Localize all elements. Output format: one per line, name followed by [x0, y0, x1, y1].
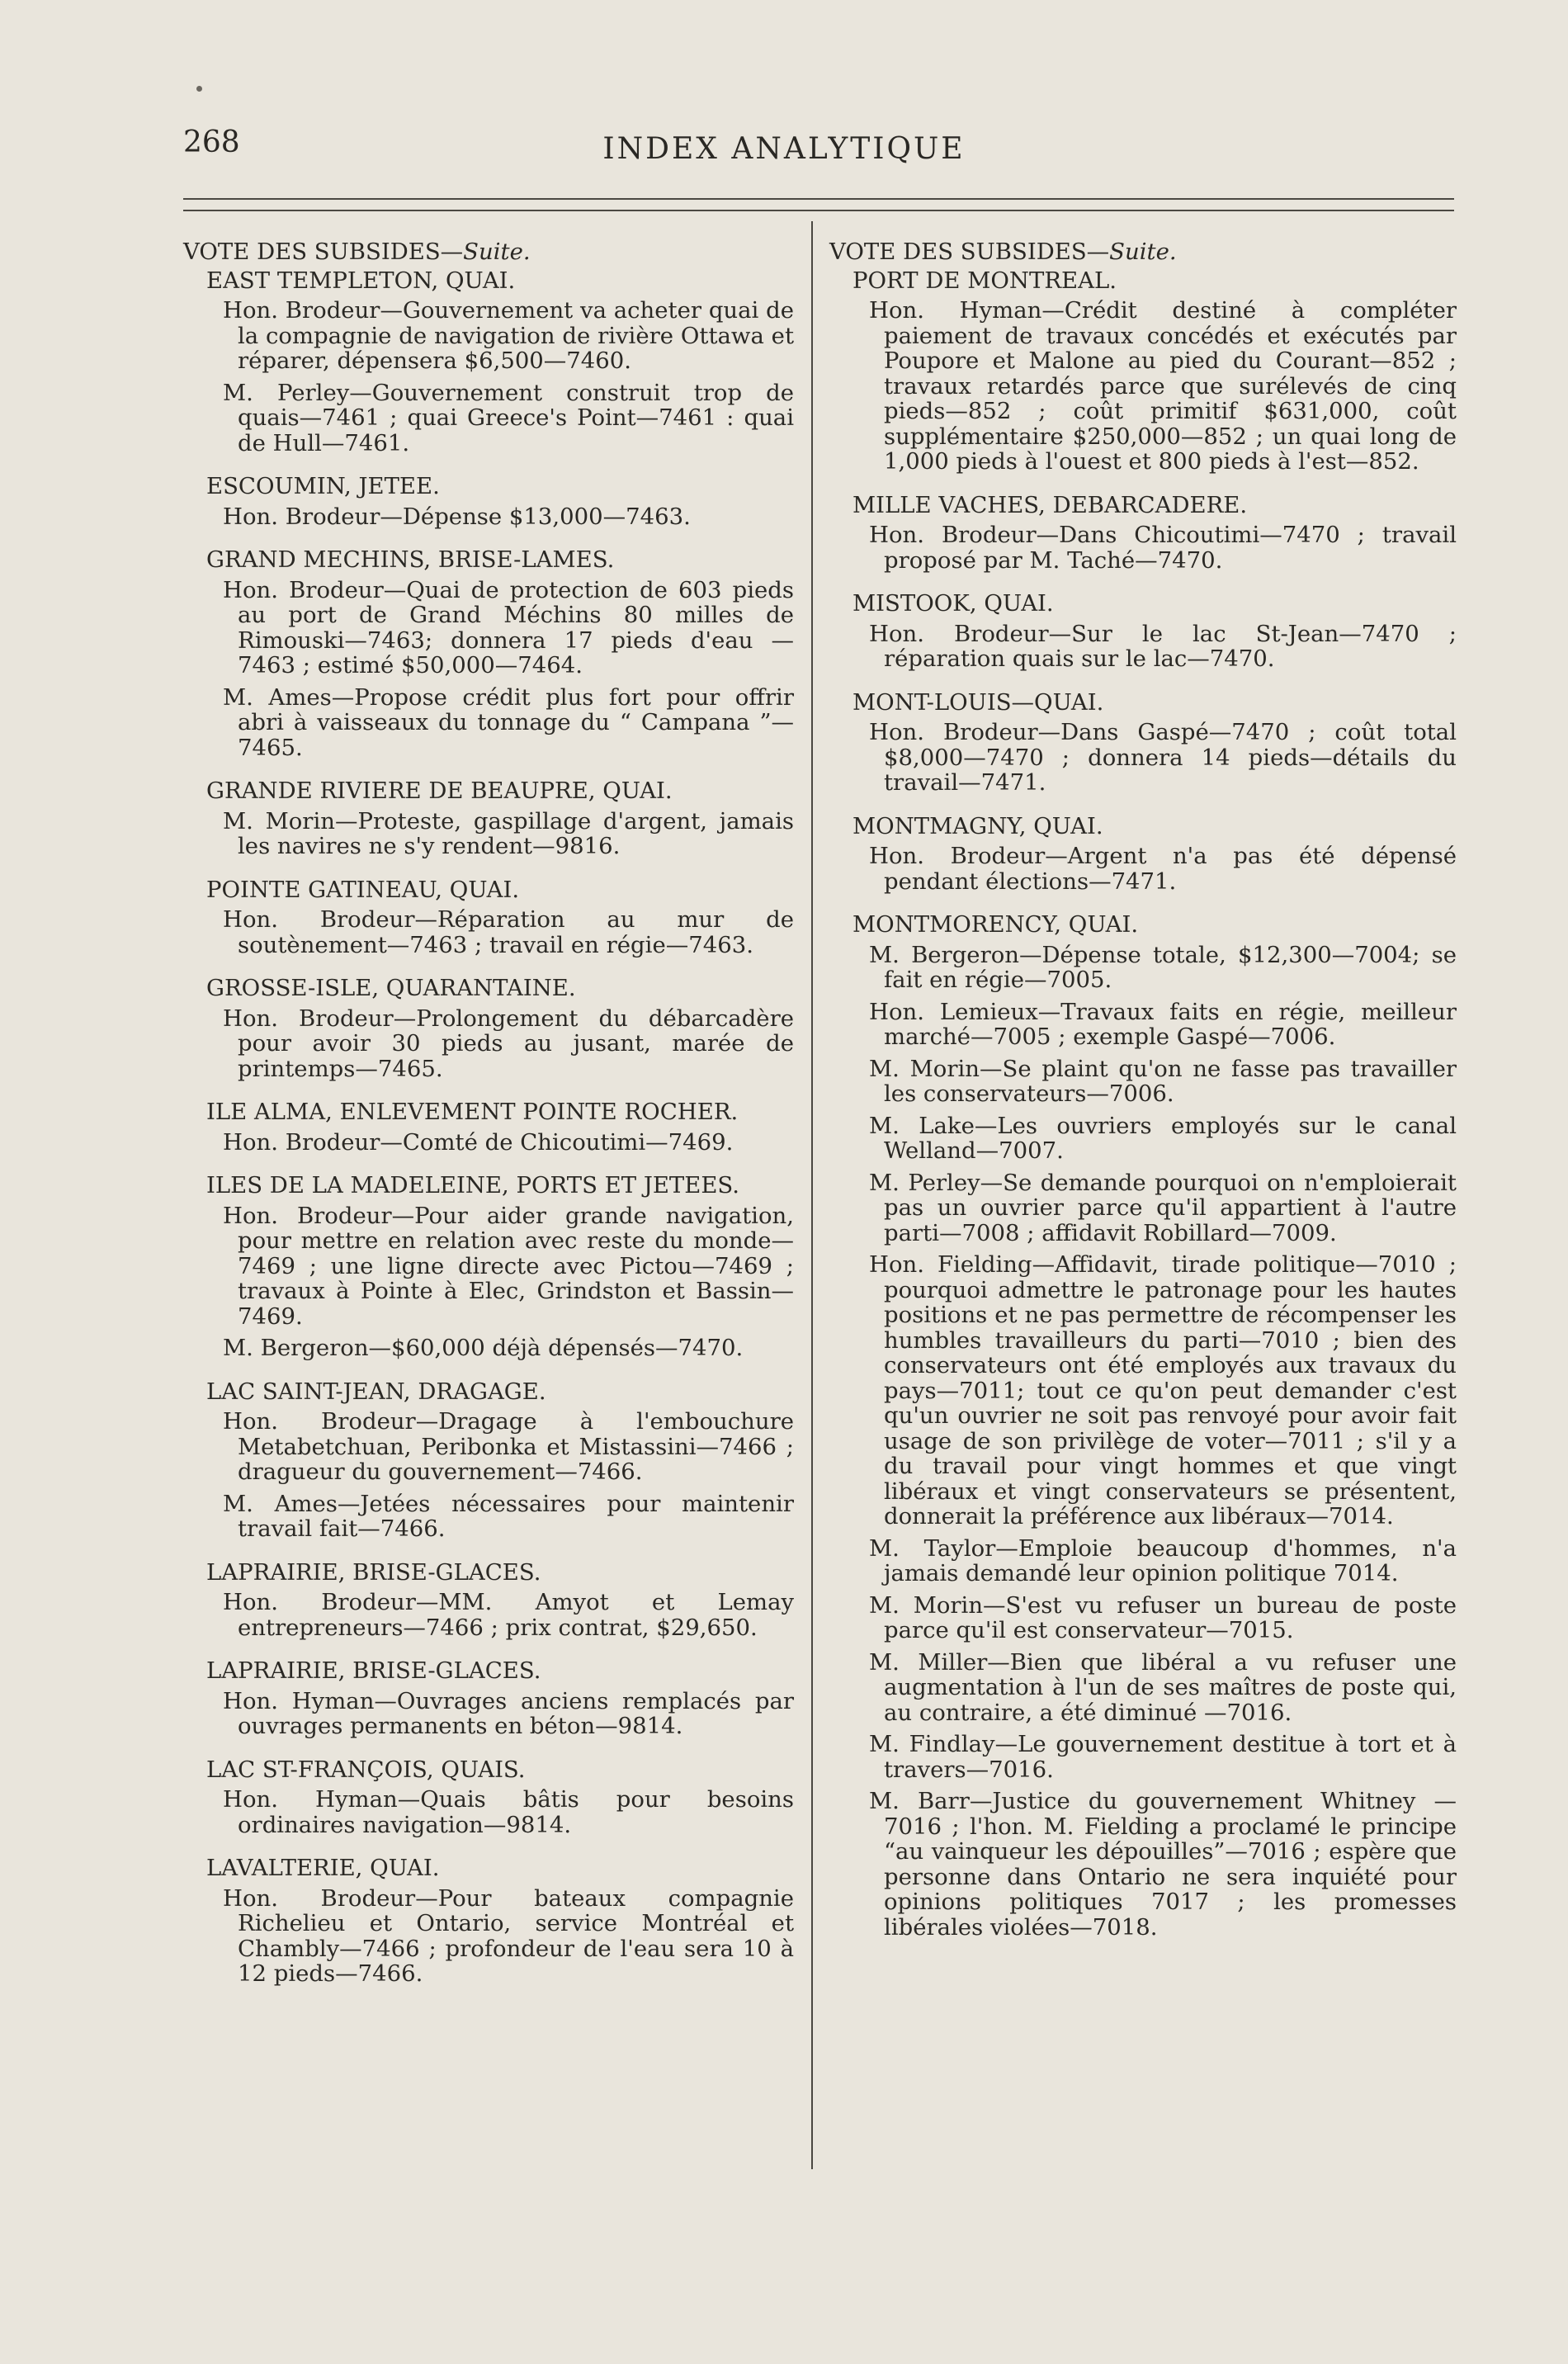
index-entry	[829, 814, 1457, 895]
entry-subentry: M. Perley—Gouvernement construit trop de quais—7461 ; quai Greece's Point—7461 : quai de Hull—7461.	[223, 379, 794, 456]
entry-heading: GRANDE RIVIERE DE BEAUPRE, QUAI.	[206, 778, 673, 804]
column-title	[183, 239, 794, 265]
index-entry	[183, 1658, 794, 1739]
index-entry	[829, 912, 1457, 1940]
entry-subentry: M. Lake—Les ouvriers employés sur le canal Welland—7007.	[869, 1112, 1457, 1164]
entry-subentry: Hon. Brodeur—Pour bateaux compagnie Richelieu et Ontario, service Montréal et Chambly—7466 ; profondeur de l'eau sera 10 à 12 pieds—7466.	[223, 1884, 794, 1987]
entry-heading: MONTMAGNY, QUAI.	[852, 812, 1103, 839]
index-entry	[829, 690, 1457, 796]
index-entry	[829, 493, 1457, 574]
entry-subentry: Hon. Brodeur—Dans Chicoutimi—7470 ; travail proposé par M. Taché—7470.	[869, 522, 1457, 574]
entry-heading: ILE ALMA, ENLEVEMENT POINTE ROCHER.	[206, 1099, 739, 1125]
header-rule-top	[183, 198, 1454, 200]
entry-heading: PORT DE MONTREAL.	[852, 267, 1117, 294]
entry-subentry: Hon. Brodeur—Prolongement du débarcadère pour avoir 30 pieds au jusant, marée de printemps—7465.	[223, 1005, 794, 1082]
entry-subentry: M. Morin—Proteste, gaspillage d'argent, jamais les navires ne s'y rendent—9816.	[223, 807, 794, 859]
index-entry	[183, 778, 794, 859]
entry-subentry: Hon. Lemieux—Travaux faits en régie, meilleur marché—7005 ; exemple Gaspé—7006.	[869, 998, 1457, 1050]
index-entry	[829, 591, 1457, 672]
entry-subentry: Hon. Brodeur—Comté de Chicoutimi—7469.	[223, 1128, 734, 1156]
entry-heading: EAST TEMPLETON, QUAI.	[206, 267, 516, 294]
running-head	[0, 132, 1568, 166]
entry-heading: GROSSE-ISLE, QUARANTAINE.	[206, 975, 576, 1001]
column-title-text: VOTE DES SUBSIDES—	[829, 239, 1110, 265]
entry-heading: MISTOOK, QUAI.	[852, 590, 1054, 617]
entry-subentry: Hon. Brodeur—Quai de protection de 603 pieds au port de Grand Méchins 80 milles de Rimouski—7463; donnera 17 pieds d'eau —7463 ; estimé $50,000—7464.	[223, 576, 794, 678]
running-head-right: ANALYTIQUE	[731, 132, 966, 166]
index-entry	[183, 877, 794, 958]
entry-subentry: Hon. Brodeur—Gouvernement va acheter quai de la compagnie de navigation de rivière Ottawa et réparer, dépensera $6,500—7460.	[223, 297, 794, 374]
entry-heading: LAVALTERIE, QUAI.	[206, 1855, 440, 1881]
page-number: 268	[183, 125, 240, 159]
index-entry	[183, 268, 794, 456]
column-title	[829, 239, 1457, 265]
entry-heading: LAC SAINT-JEAN, DRAGAGE.	[206, 1378, 546, 1405]
entry-subentry: M. Bergeron—$60,000 déjà dépensés—7470.	[223, 1335, 744, 1361]
entry-subentry: M. Ames—Propose crédit plus fort pour offrir abri à vaisseaux du tonnage du “ Campana ”—7465.	[223, 683, 794, 761]
index-entry	[183, 1757, 794, 1838]
column-title-text: VOTE DES SUBSIDES—	[183, 239, 464, 265]
column-title-suffix: Suite.	[463, 239, 531, 265]
entry-subentry: Hon. Brodeur—Dans Gaspé—7470 ; coût total $8,000—7470 ; donnera 14 pieds—détails du travail—7471.	[869, 719, 1457, 796]
column-title-suffix: Suite.	[1109, 239, 1177, 265]
entry-subentry: M. Miller—Bien que libéral a vu refuser une augmentation à l'un de ses maîtres de poste qui, au contraire, a été diminué —7016.	[869, 1648, 1457, 1726]
index-entry	[183, 1379, 794, 1542]
entry-subentry: Hon. Brodeur—Pour aider grande navigation, pour mettre en relation avec reste du monde—7469 ; une ligne directe avec Pictou—7469 ; travaux à Pointe à Elec, Grindston et Bassin—7469.	[223, 1202, 794, 1330]
entry-subentry: Hon. Hyman—Quais bâtis pour besoins ordinaires navigation—9814.	[223, 1786, 794, 1838]
entry-heading: MILLE VACHES, DEBARCADERE.	[852, 491, 1248, 518]
index-entry	[183, 976, 794, 1081]
entry-subentry: M. Findlay—Le gouvernement destitue à tort et à travers—7016.	[869, 1731, 1457, 1783]
entry-subentry: M. Perley—Se demande pourquoi on n'emploierait pas un ouvrier parce qu'il appartient à l'autre parti—7008 ; affidavit Robillard—7009.	[869, 1169, 1457, 1246]
entry-subentry: Hon. Brodeur—MM. Amyot et Lemay entrepreneurs—7466 ; prix contrat, $29,650.	[223, 1589, 794, 1641]
entry-subentry: M. Morin—Se plaint qu'on ne fasse pas travailler les conservateurs—7006.	[869, 1055, 1457, 1107]
entry-subentry: M. Barr—Justice du gouvernement Whitney —7016 ; l'hon. M. Fielding a proclamé le principe “au vainqueur les dépouilles”—7016 ; espère que personne dans Ontario ne sera inquiété pour opinions politiques 7017 ; les promesses libérales violées—7018.	[869, 1788, 1457, 1941]
entry-subentry: Hon. Hyman—Crédit destiné à compléter paiement de travaux concédés et exécutés par Poupore et Malone au pied du Courant—852 ; travaux retardés parce que surélevés de cinq pieds—852 ; coût primitif $631,000, coût supplémentaire $250,000—852 ; un quai long de 1,000 pieds à l'ouest et 800 pieds à l'est—852.	[869, 297, 1457, 475]
entry-subentry: M. Bergeron—Dépense totale, $12,300—7004; se fait en régie—7005.	[869, 941, 1457, 993]
index-entry	[183, 1099, 794, 1155]
entry-subentry: Hon. Brodeur—Sur le lac St-Jean—7470 ; réparation quais sur le lac—7470.	[869, 620, 1457, 672]
running-head-left: INDEX	[602, 132, 720, 166]
entry-heading: MONT-LOUIS—QUAI.	[852, 688, 1104, 716]
column-divider	[811, 221, 813, 2169]
entry-subentry: Hon. Brodeur—Réparation au mur de soutènement—7463 ; travail en régie—7463.	[223, 906, 794, 958]
right-column	[829, 239, 1457, 1958]
entry-subentry: Hon. Brodeur—Argent n'a pas été dépensé pendant élections—7471.	[869, 843, 1457, 895]
entry-subentry: Hon. Fielding—Affidavit, tirade politique—7010 ; pourquoi admettre le patronage pour les hautes positions et ne pas permettre de récompenser les humbles travailleurs du parti—7010 ; bien des conservateurs ont été employés aux travaux du pays—7011; tout ce qu'on peut demander c'est qu'un ouvrier ne soit pas renvoyé pour avoir fait usage de son privilège de voter—7011 ; s'il y a du travail pour vingt hommes et que vingt libéraux et vingt conservateurs se présentent, donnerait la préférence aux libéraux—7014.	[869, 1251, 1457, 1530]
entry-heading: LAPRAIRIE, BRISE-GLACES.	[206, 1558, 541, 1586]
entry-heading: ESCOUMIN, JETEE.	[206, 473, 440, 499]
header-rule-bottom	[183, 210, 1454, 211]
entry-heading: POINTE GATINEAU, QUAI.	[206, 876, 520, 903]
entry-subentry: M. Taylor—Emploie beaucoup d'hommes, n'a jamais demandé leur opinion politique 7014.	[869, 1534, 1457, 1586]
left-column	[183, 239, 794, 2005]
entry-subentry: Hon. Hyman—Ouvrages anciens remplacés par ouvrages permanents en béton—9814.	[223, 1687, 794, 1739]
index-entry	[183, 1560, 794, 1641]
entry-subentry: M. Morin—S'est vu refuser un bureau de poste parce qu'il est conservateur—7015.	[869, 1591, 1457, 1643]
entry-subentry: M. Ames—Jetées nécessaires pour maintenir travail fait—7466.	[223, 1490, 794, 1542]
entry-subentry: Hon. Brodeur—Dragage à l'embouchure Metabetchuan, Peribonka et Mistassini—7466 ; dragueur du gouvernement—7466.	[223, 1408, 794, 1485]
entry-heading: GRAND MECHINS, BRISE-LAMES.	[206, 546, 615, 573]
index-entry	[829, 268, 1457, 475]
entry-heading: ILES DE LA MADELEINE, PORTS ET JETEES.	[206, 1172, 740, 1199]
entry-subentry: Hon. Brodeur—Dépense $13,000—7463.	[223, 503, 691, 530]
entry-heading: MONTMORENCY, QUAI.	[852, 911, 1139, 938]
index-entry	[183, 547, 794, 760]
entry-heading: LAC ST-FRANÇOIS, QUAIS.	[206, 1756, 526, 1783]
index-entry	[183, 1856, 794, 1987]
index-entry	[183, 474, 794, 529]
entry-heading: LAPRAIRIE, BRISE-GLACES.	[206, 1657, 541, 1684]
index-entry	[183, 1173, 794, 1361]
speck-mark	[196, 86, 202, 92]
